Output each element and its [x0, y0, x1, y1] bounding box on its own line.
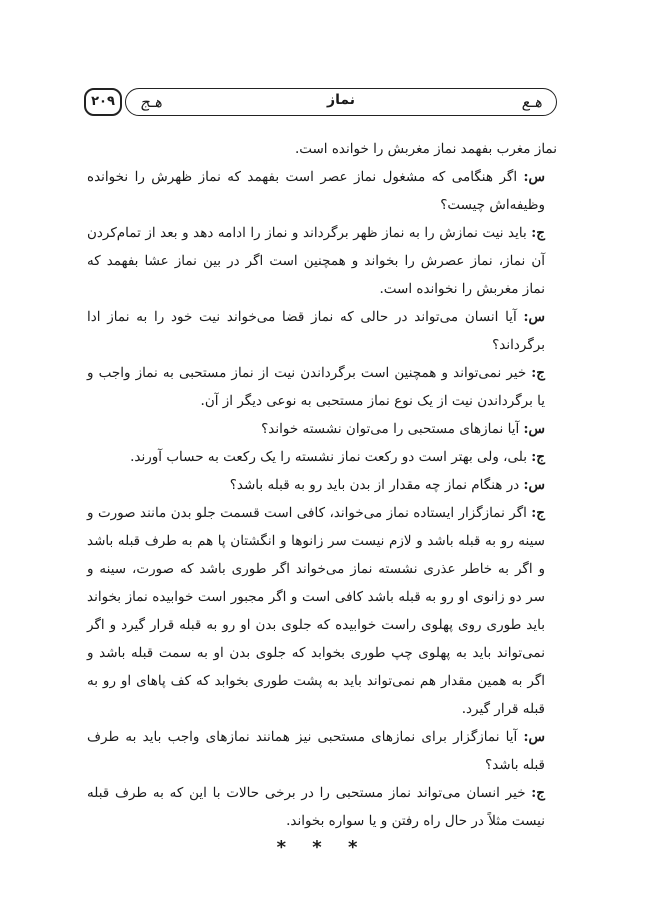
- header-title: نماز: [327, 92, 355, 108]
- question-label: س:: [523, 421, 545, 437]
- question: [87, 163, 557, 219]
- answer: [87, 779, 557, 835]
- answer-text: خیر نمی‌تواند و همچنین است برگرداندن نیت از نماز مستحبی به نماز واجب و یا برگرداندن نیت از یک نوع نماز مستحبی به نوعی دیگر از آن.: [87, 365, 545, 409]
- answer: [87, 359, 557, 415]
- question-text: آیا انسان می‌تواند در حالی که نماز قضا می‌خواند نیت خود را به نماز ادا برگرداند؟: [87, 309, 545, 353]
- header-ornament-left: ھ‍ـ‍ج: [140, 93, 162, 111]
- answer: [87, 443, 557, 471]
- question: [87, 471, 557, 499]
- section-end-mark: * * *: [276, 837, 368, 858]
- page-number: ۲۰۹: [84, 88, 122, 116]
- question-text: در هنگام نماز چه مقدار از بدن باید رو به قبله باشد؟: [229, 477, 524, 493]
- answer-label: ج:: [531, 505, 545, 521]
- answer-text: خیر انسان می‌تواند نماز مستحبی را در برخی حالات با این که به طرف قبله نیست مثلاً در حال راه رفتن و یا سواره بخواند.: [87, 785, 545, 829]
- answer-label: ج:: [531, 449, 545, 465]
- question-text: اگر هنگامی که مشغول نماز عصر است بفهمد که نماز ظهرش را نخوانده وظیفه‌اش چیست؟: [87, 169, 545, 213]
- answer: [87, 499, 557, 723]
- question-text: آیا نمازگزار برای نمازهای مستحبی نیز همانند نمازهای واجب باید به طرف قبله باشد؟: [87, 729, 545, 773]
- running-header: [125, 88, 557, 116]
- question: [87, 723, 557, 779]
- page-body: [87, 135, 557, 859]
- header-ornament-right: ھ‍ـ‍ع: [521, 93, 542, 111]
- answer-label: ج:: [531, 785, 545, 801]
- question-label: س:: [523, 309, 545, 325]
- question-label: س:: [523, 477, 545, 493]
- question-text: آیا نمازهای مستحبی را می‌توان نشسته خواند؟: [261, 421, 524, 437]
- answer-text: بلی، ولی بهتر است دو رکعت نماز نشسته را یک رکعت به حساب آورند.: [130, 449, 532, 465]
- answer: [87, 219, 557, 303]
- answer-text: باید نیت نمازش را به نماز ظهر برگرداند و نماز را ادامه دهد و بعد از تمام‌کردن آن نماز، نماز عصرش را بخواند و همچنین است اگر در بین نماز عشا بفهمد که نماز مغربش را نخوانده است.: [87, 225, 545, 297]
- answer-label: ج:: [531, 225, 545, 241]
- question: [87, 415, 557, 443]
- paragraph-text: نماز مغرب بفهمد نماز مغربش را خوانده است.: [294, 141, 557, 157]
- question-label: س:: [523, 169, 545, 185]
- question-label: س:: [523, 729, 545, 745]
- answer-label: ج:: [531, 365, 545, 381]
- question: [87, 303, 557, 359]
- answer-text: اگر نمازگزار ایستاده نماز می‌خواند، کافی است قسمت جلو بدن مانند صورت و سینه رو به قبله باشد و لازم نیست سر زانوها و انگشتان پا هم به طرف قبله باشد و اگر به خاطر عذری نشسته نماز می‌خواند اگر طوری باشد که صورت، سینه و سر دو زانوی او رو به قبله باشد کافی است و اگر مجبور است خوابیده نماز بخواند باید طوری روی پهلوی راست خوابیده که جلوی بدن او رو به قبله قرار گیرد و اگر نمی‌تواند باید به پهلوی چپ طوری بخوابد که جلوی بدن او به سمت قبله باشد و اگر به همین مقدار هم نمی‌تواند باید به پشت طوری بخوابد که کف پاهای او رو به قبله قرار گیرد.: [87, 505, 545, 717]
- paragraph-continuation: [87, 135, 557, 163]
